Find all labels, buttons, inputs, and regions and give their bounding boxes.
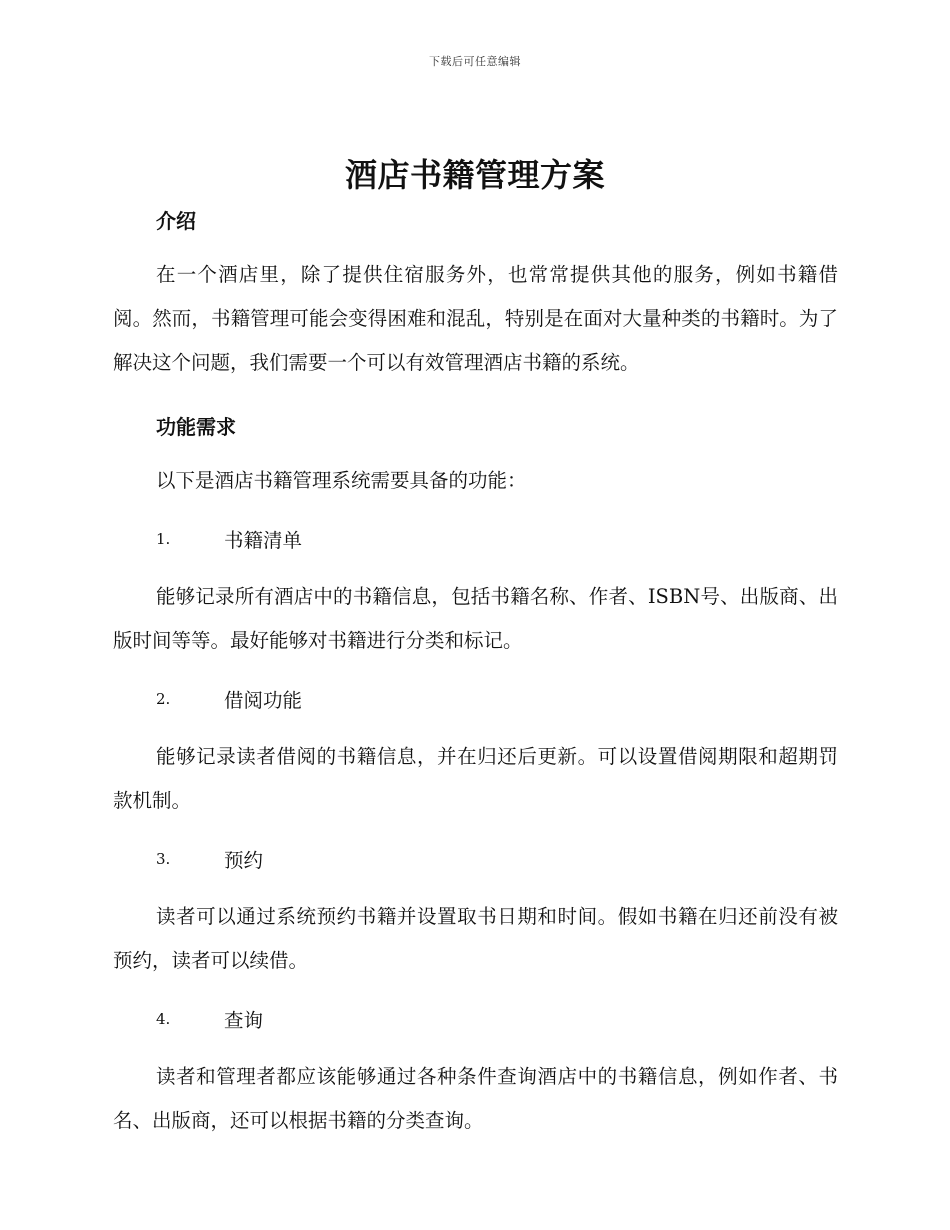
section-heading-intro: 介绍 [156, 209, 196, 233]
list-item [156, 841, 838, 877]
list-item-description: 读者和管理者都应该能够通过各种条件查询酒店中的书籍信息，例如作者、书名、出版商，还可以根据书籍的分类查询。 [113, 1065, 838, 1132]
list-item [156, 681, 838, 717]
list-item [156, 1001, 838, 1037]
list-item-number: 3. [156, 850, 171, 868]
list-item-number: 4. [156, 1010, 171, 1028]
requirements-lead: 以下是酒店书籍管理系统需要具备的功能： [156, 469, 527, 492]
list-item-description: 读者可以通过系统预约书籍并设置取书日期和时间。假如书籍在归还前没有被预约，读者可以续借。 [113, 905, 838, 972]
list-item-description: 能够记录读者借阅的书籍信息，并在归还后更新。可以设置借阅期限和超期罚款机制。 [113, 745, 838, 812]
list-item-label: 预约 [224, 849, 264, 872]
list-item-description: 能够记录所有酒店中的书籍信息，包括书籍名称、作者、ISBN号、出版商、出版时间等等。最好能够对书籍进行分类和标记。 [113, 585, 838, 652]
list-item-number: 2. [156, 690, 171, 708]
section-heading-requirements: 功能需求 [156, 415, 236, 439]
page-header-note: 下载后可任意编辑 [429, 55, 521, 68]
list-item [156, 521, 838, 557]
list-item-label: 借阅功能 [224, 689, 303, 712]
list-item-number: 1. [156, 530, 171, 548]
list-item-label: 书籍清单 [224, 529, 303, 552]
document-title: 酒店书籍管理方案 [344, 156, 605, 194]
intro-paragraph: 在一个酒店里，除了提供住宿服务外，也常常提供其他的服务，例如书籍借阅。然而，书籍管理可能会变得困难和混乱，特别是在面对大量种类的书籍时。为了解决这个问题，我们需要一个可以有效管理酒店书籍的系统。 [113, 263, 838, 374]
list-item-label: 查询 [224, 1009, 264, 1032]
document-body [113, 197, 838, 1143]
